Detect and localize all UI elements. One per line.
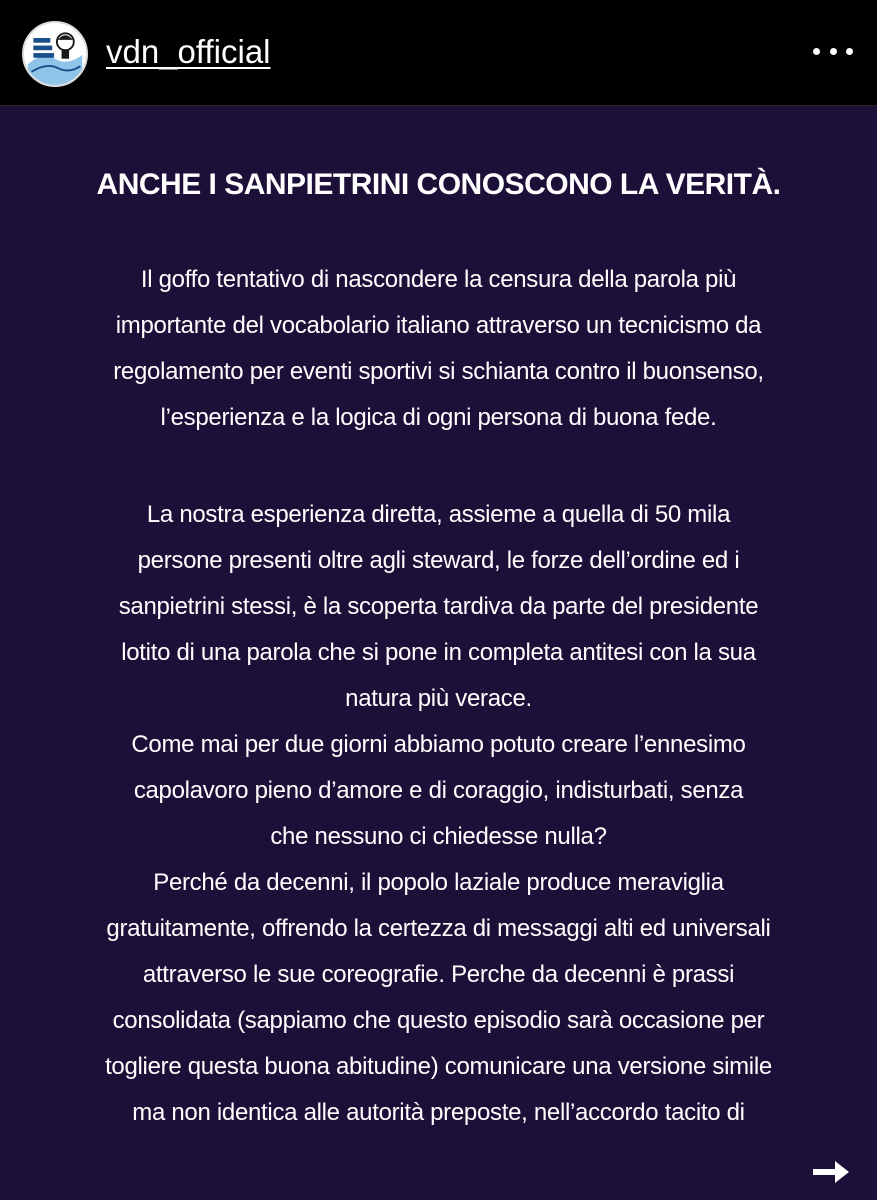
profile-avatar[interactable] <box>22 21 88 87</box>
la-voce-della-nord-logo-icon <box>24 23 86 85</box>
text-line: Perché da decenni, il popolo laziale produce meraviglia <box>153 869 724 896</box>
text-line: consolidata (sappiamo che questo episodio sarà occasione per <box>112 1007 765 1034</box>
text-line: l’esperienza e la logica di ogni persona di buona fede. <box>160 404 717 431</box>
more-dot <box>846 48 853 55</box>
more-horizontal-icon[interactable] <box>813 36 853 66</box>
arrow-right-icon[interactable] <box>811 1158 851 1186</box>
text-line: ma non identica alle autorità preposte, nell’accordo tacito di <box>132 1099 745 1126</box>
text-line: natura più verace. <box>345 685 532 712</box>
text-line: gratuitamente, offrendo la certezza di messaggi alti ed universali <box>106 915 771 942</box>
text-line: La nostra esperienza diretta, assieme a quella di 50 mila <box>146 501 731 528</box>
text-line: regolamento per eventi sportivi si schianta contro il buonsenso, <box>113 358 764 385</box>
post-content <box>0 107 877 1200</box>
text-line: sanpietrini stessi, è la scoperta tardiva da parte del presidente <box>118 593 759 620</box>
post-paragraph-1 <box>30 257 847 441</box>
text-line: capolavoro pieno d’amore e di coraggio, indisturbati, senza <box>133 777 744 804</box>
text-line: Il goffo tentativo di nascondere la censura della parola più <box>140 266 737 293</box>
post-title: ANCHE I SANPIETRINI CONOSCONO LA VERITÀ. <box>96 168 781 201</box>
text-line: importante del vocabolario italiano attraverso un tecnicismo da <box>115 312 762 339</box>
text-line: persone presenti oltre agli steward, le forze dell’ordine ed i <box>137 547 740 574</box>
text-line: attraverso le sue coreografie. Perche da decenni è prassi <box>142 961 735 988</box>
text-line: lotito di una parola che si pone in completa antitesi con la sua <box>121 639 756 666</box>
text-line: che nessuno ci chiedesse nulla? <box>270 823 607 850</box>
more-dot <box>830 48 837 55</box>
more-dot <box>813 48 820 55</box>
profile-username[interactable]: vdn_official <box>106 33 271 70</box>
post-header <box>0 0 877 106</box>
text-line: togliere questa buona abitudine) comunicare una versione simile <box>105 1053 772 1080</box>
text-line: Come mai per due giorni abbiamo potuto creare l’ennesimo <box>131 731 746 758</box>
post-paragraph-2 <box>30 492 847 1136</box>
